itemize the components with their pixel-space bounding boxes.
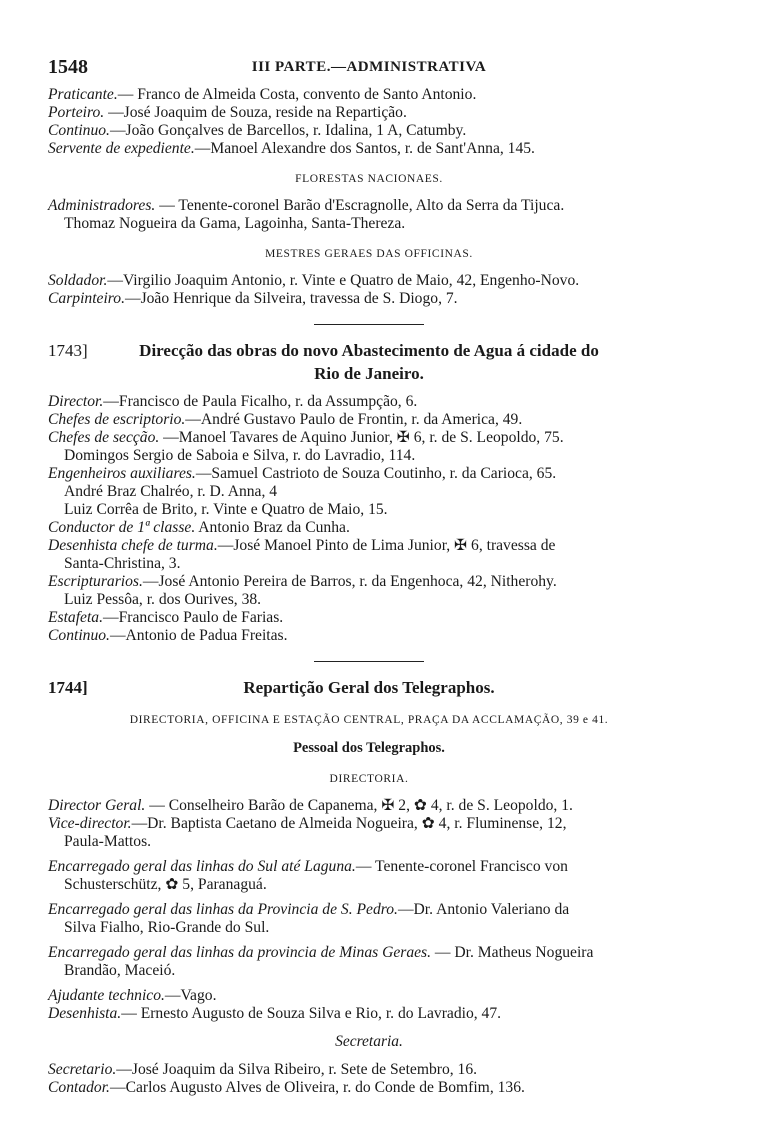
entry-continuation: Luiz Corrêa de Brito, r. Vinte e Quatro de Maio, 15.: [64, 501, 388, 518]
subsection-heading: FLORESTAS NACIONAES.: [295, 173, 443, 185]
entry-continuation: Schusterschütz, ✿ 5, Paranaguá.: [64, 876, 267, 893]
entry-line: [48, 573, 690, 591]
staff-entry: [48, 411, 690, 429]
entry-role: Servente de expediente.: [48, 140, 195, 157]
subsection-heading: DIRECTORIA.: [329, 773, 409, 785]
entry-text: —João Gonçalves de Barcellos, r. Idalina, 1 A, Catumby.: [109, 122, 467, 139]
entry-line: [48, 104, 690, 122]
entry-line: [48, 815, 690, 833]
entry-text: —Manoel Tavares de Aquino Junior, ✠ 6, r. de S. Leopoldo, 75.: [159, 429, 564, 446]
entry-role: Continuo.: [48, 627, 110, 644]
staff-entry: [48, 465, 690, 519]
entry-line: [48, 944, 690, 962]
entry-continuation: Silva Fialho, Rio-Grande do Sul.: [64, 919, 270, 936]
section-number: 1744]: [48, 678, 88, 697]
staff-entry: [48, 797, 690, 815]
staff-entry: [48, 901, 690, 937]
section-title: Direcção das obras do novo Abastecimento de Agua á cidade do: [139, 341, 599, 360]
entry-role: Conductor de 1ª classe.: [48, 519, 196, 536]
entry-text: — Tenente-coronel Barão d'Escragnolle, Alto da Serra da Tijuca.: [155, 197, 565, 214]
entry-text: —Vago.: [164, 987, 217, 1004]
staff-entry: [48, 987, 690, 1005]
entry-role: Director.: [48, 393, 104, 410]
entry-role: Desenhista chefe de turma.: [48, 537, 218, 554]
entry-text: —André Gustavo Paulo de Frontin, r. da America, 49.: [185, 411, 523, 428]
entry-role: Contador.: [48, 1079, 110, 1096]
staff-entry: [48, 122, 690, 140]
document-page: [48, 56, 690, 1097]
section-divider: [314, 324, 424, 325]
staff-entry: [48, 1061, 690, 1079]
entry-role: Carpinteiro.: [48, 290, 125, 307]
entry-text: —Virgilio Joaquim Antonio, r. Vinte e Quatro de Maio, 42, Engenho-Novo.: [107, 272, 580, 289]
staff-entry: [48, 537, 690, 573]
entry-line: [48, 411, 690, 429]
entry-continuation: Paula-Mattos.: [64, 833, 152, 850]
entry-continuation: Santa-Christina, 3.: [64, 555, 181, 572]
entry-role: Praticante.: [48, 86, 118, 103]
section-number: 1743]: [48, 341, 88, 360]
entry-role: Ajudante technico.: [48, 987, 165, 1004]
entry-line: [48, 537, 690, 555]
entry-text: — Dr. Matheus Nogueira: [431, 944, 594, 961]
entry-text: —Samuel Castrioto de Souza Coutinho, r. da Carioca, 65.: [195, 465, 557, 482]
staff-entry: [48, 627, 690, 645]
staff-entry: [48, 104, 690, 122]
entry-role: Secretario.: [48, 1061, 117, 1078]
entry-line: [48, 901, 690, 919]
staff-entry: [48, 140, 690, 158]
entry-line: [48, 1005, 690, 1023]
staff-entry: [48, 815, 690, 851]
staff-entry: [48, 858, 690, 894]
entry-role: Encarregado geral das linhas da provincia de Minas Geraes.: [48, 944, 432, 961]
entry-line: [48, 519, 690, 537]
entry-text: —João Henrique da Silveira, travessa de S. Diogo, 7.: [124, 290, 458, 307]
staff-entry: [48, 609, 690, 627]
entry-role: Desenhista.: [48, 1005, 122, 1022]
entry-line: [48, 627, 690, 645]
entry-continuation: Thomaz Nogueira da Gama, Lagoinha, Santa-Thereza.: [64, 215, 406, 232]
entry-text: —Manoel Alexandre dos Santos, r. de Sant'Anna, 145.: [194, 140, 535, 157]
entry-text: Antonio Braz da Cunha.: [195, 519, 350, 536]
entry-role: Continuo.: [48, 122, 110, 139]
section-title: Repartição Geral dos Telegraphos.: [243, 678, 495, 697]
entry-line: [48, 140, 690, 158]
entry-text: —Francisco de Paula Ficalho, r. da Assumpção, 6.: [103, 393, 418, 410]
entry-text: —José Joaquim de Souza, reside na Repartição.: [104, 104, 407, 121]
entry-text: —Dr. Antonio Valeriano da: [397, 901, 570, 918]
entry-text: — Franco de Almeida Costa, convento de Santo Antonio.: [117, 86, 477, 103]
entry-text: — Conselheiro Barão de Capanema, ✠ 2, ✿ 4, r. de S. Leopoldo, 1.: [145, 797, 573, 814]
staff-entry: [48, 944, 690, 980]
staff-entry: [48, 519, 690, 537]
entry-continuation: Luiz Pessôa, r. dos Ourives, 38.: [64, 591, 262, 608]
entry-role: Vice-director.: [48, 815, 132, 832]
entry-role: Administradores.: [48, 197, 156, 214]
entry-line: [48, 272, 690, 290]
entry-text: —José Manoel Pinto de Lima Junior, ✠ 6, travessa de: [217, 537, 556, 554]
entry-text: —Francisco Paulo de Farias.: [103, 609, 284, 626]
entry-line: [48, 609, 690, 627]
staff-entry: [48, 429, 690, 465]
entry-text: —Dr. Baptista Caetano de Almeida Nogueira, ✿ 4, r. Fluminense, 12,: [131, 815, 567, 832]
staff-entry: [48, 197, 690, 233]
entry-continuation: Domingos Sergio de Saboia e Silva, r. do Lavradio, 114.: [64, 447, 416, 464]
entry-text: — Ernesto Augusto de Souza Silva e Rio, r. do Lavradio, 47.: [121, 1005, 502, 1022]
staff-entry: [48, 272, 690, 290]
section-heading: [48, 339, 690, 385]
entry-role: Estafeta.: [48, 609, 104, 626]
entry-text: —Antonio de Padua Freitas.: [109, 627, 288, 644]
staff-entry: [48, 1079, 690, 1097]
entry-line: [48, 987, 690, 1005]
entry-role: Porteiro.: [48, 104, 105, 121]
staff-entry: [48, 290, 690, 308]
entry-continuation: Brandão, Maceió.: [64, 962, 176, 979]
entry-text: —José Antonio Pereira de Barros, r. da Engenhoca, 42, Nitherohy.: [142, 573, 557, 590]
staff-entry: [48, 1005, 690, 1023]
entry-role: Encarregado geral das linhas do Sul até Laguna.: [48, 858, 356, 875]
entry-line: [48, 393, 690, 411]
staff-entry: [48, 393, 690, 411]
entry-line: [48, 122, 690, 140]
entry-line: [48, 465, 690, 483]
entry-role: Engenheiros auxiliares.: [48, 465, 196, 482]
section-heading: [48, 676, 690, 699]
subsection-title: Pessoal dos Telegraphos.: [293, 740, 445, 756]
subsection-heading: DIRECTORIA, OFFICINA E ESTAÇÃO CENTRAL, PRAÇA DA ACCLAMAÇÃO, 39 e 41.: [129, 714, 609, 726]
entry-role: Escripturarios.: [48, 573, 143, 590]
subsection-heading: Secretaria.: [335, 1033, 403, 1050]
entry-line: [48, 197, 690, 215]
entry-text: —Carlos Augusto Alves de Oliveira, r. do Conde de Bomfim, 136.: [109, 1079, 525, 1096]
subsection-heading: MESTRES GERAES DAS OFFICINAS.: [265, 248, 473, 260]
staff-entry: [48, 573, 690, 609]
entry-line: [48, 429, 690, 447]
page-number: 1548: [48, 56, 88, 78]
entry-role: Encarregado geral das linhas da Provincia de S. Pedro.: [48, 901, 398, 918]
entry-line: [48, 1061, 690, 1079]
entry-role: Chefes de escriptorio.: [48, 411, 186, 428]
entry-text: — Tenente-coronel Francisco von: [355, 858, 568, 875]
entry-line: [48, 290, 690, 308]
page-header: [48, 56, 690, 86]
staff-entry: [48, 86, 690, 104]
entry-continuation: André Braz Chalréo, r. D. Anna, 4: [64, 483, 278, 500]
running-title: III PARTE.—ADMINISTRATIVA: [251, 59, 487, 75]
section-title-cont: Rio de Janeiro.: [314, 364, 424, 383]
entry-line: [48, 797, 690, 815]
page-body: [48, 86, 690, 1097]
section-divider: [314, 661, 424, 662]
entry-line: [48, 86, 690, 104]
entry-role: Director Geral.: [48, 797, 146, 814]
entry-line: [48, 1079, 690, 1097]
entry-text: —José Joaquim da Silva Ribeiro, r. Sete de Setembro, 16.: [116, 1061, 478, 1078]
entry-role: Chefes de secção.: [48, 429, 160, 446]
entry-role: Soldador.: [48, 272, 108, 289]
entry-line: [48, 858, 690, 876]
